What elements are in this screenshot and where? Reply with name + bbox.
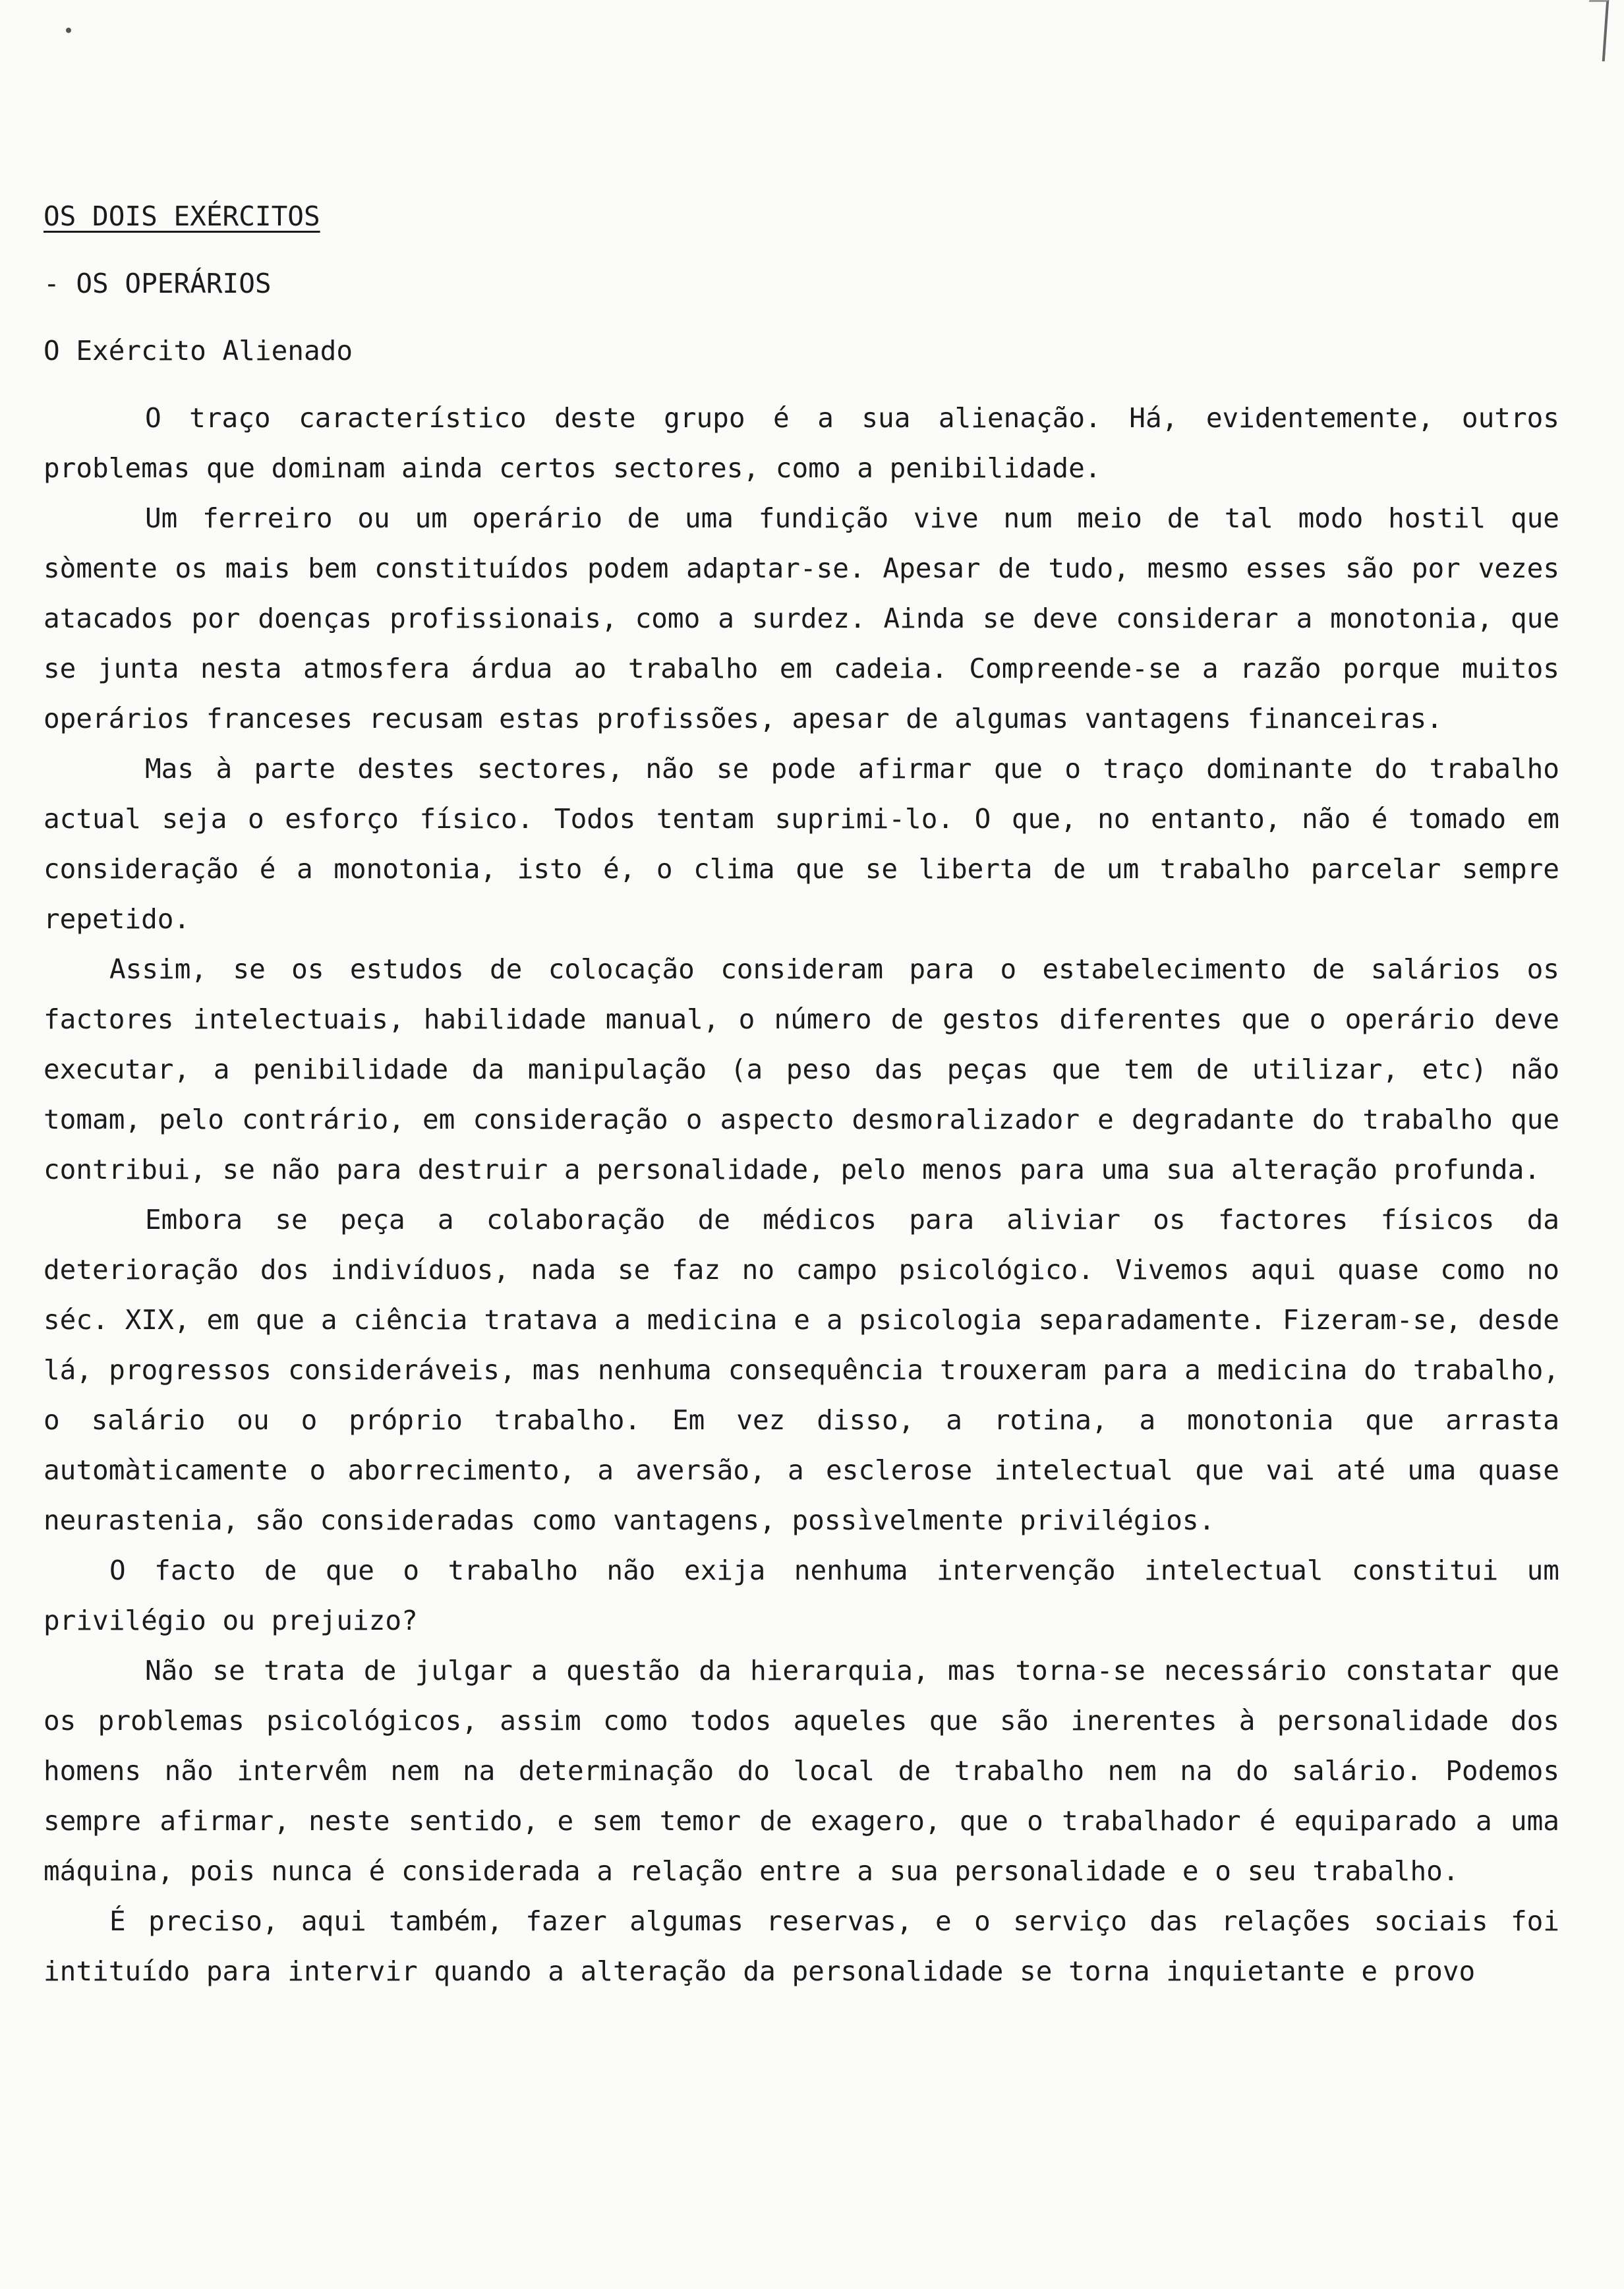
section-heading: O Exército Alienado [44, 335, 353, 367]
paragraph-7: Não se trata de julgar a questão da hierarquia, mas torna-se necessário constatar que os problemas psicológicos, assim como todos aqueles que são inerentes à personalidade dos homens não intervêm nem na determinação do local de trabalho nem na do salário. Podemos sempre afirmar, neste sentido, e sem temor de exagero, que o trabalhador é equiparado a uma máquina, pois nunca é considerada a relação entre a sua personalidade e o seu trabalho. [44, 1655, 1559, 1887]
paragraph-3: Mas à parte destes sectores, não se pode afirmar que o traço dominante do trabalho actual seja o esforço físico. Todos tentam suprimi-lo. O que, no entanto, não é tomado em consideração é a monotonia, isto é, o clima que se liberta de um trabalho parcelar sempre repetido. [44, 753, 1559, 935]
paragraph-1: O traço característico deste grupo é a sua alienação. Há, evidentemente, outros problemas que dominam ainda certos sectores, como a penibilidade. [44, 402, 1559, 484]
ink-dot [66, 28, 71, 33]
paragraph-6: O facto de que o trabalho não exija nenhuma intervenção intelectual constitui um privilégio ou prejuizo? [44, 1555, 1559, 1636]
paragraph-8: É preciso, aqui também, fazer algumas reservas, e o serviço das relações sociais foi intituído para intervir quando a alteração da personalidade se torna inquietante e provo [44, 1905, 1559, 1987]
document-body [44, 191, 1559, 1996]
paragraph-2: Um ferreiro ou um operário de uma fundição vive num meio de tal modo hostil que sòmente os mais bem constituídos podem adaptar-se. Apesar de tudo, mesmo esses são por vezes atacados por doenças profissionais, como a surdez. Ainda se deve considerar a monotonia, que se junta nesta atmosfera árdua ao trabalho em cadeia. Compreende-se a razão porque muitos operários franceses recusam estas profissões, apesar de algumas vantagens financeiras. [44, 502, 1559, 734]
paragraph-4: Assim, se os estudos de colocação consideram para o estabelecimento de salários os factores intelectuais, habilidade manual, o número de gestos diferentes que o operário deve executar, a penibilidade da manipulação (a peso das peças que tem de utilizar, etc) não tomam, pelo contrário, em consideração o aspecto desmoralizador e degradante do trabalho que contribui, se não para destruir a personalidade, pelo menos para uma sua alteração profunda. [44, 953, 1559, 1185]
paragraph-5: Embora se peça a colaboração de médicos para aliviar os factores físicos da deterioração dos indivíduos, nada se faz no campo psicológico. Vivemos aqui quase como no séc. XIX, em que a ciência tratava a medicina e a psicologia separadamente. Fizeram-se, desde lá, progressos consideráveis, mas nenhuma consequência trouxeram para a medicina do trabalho, o salário ou o próprio trabalho. Em vez disso, a rotina, a monotonia que arrasta automàticamente o aborrecimento, a aversão, a esclerose intelectual que vai até uma quase neurastenia, são consideradas como vantagens, possìvelmente privilégios. [44, 1204, 1559, 1536]
page-corner-mark [1585, 0, 1610, 61]
document-title: OS DOIS EXÉRCITOS [44, 200, 320, 232]
document-subtitle: - OS OPERÁRIOS [44, 268, 272, 299]
